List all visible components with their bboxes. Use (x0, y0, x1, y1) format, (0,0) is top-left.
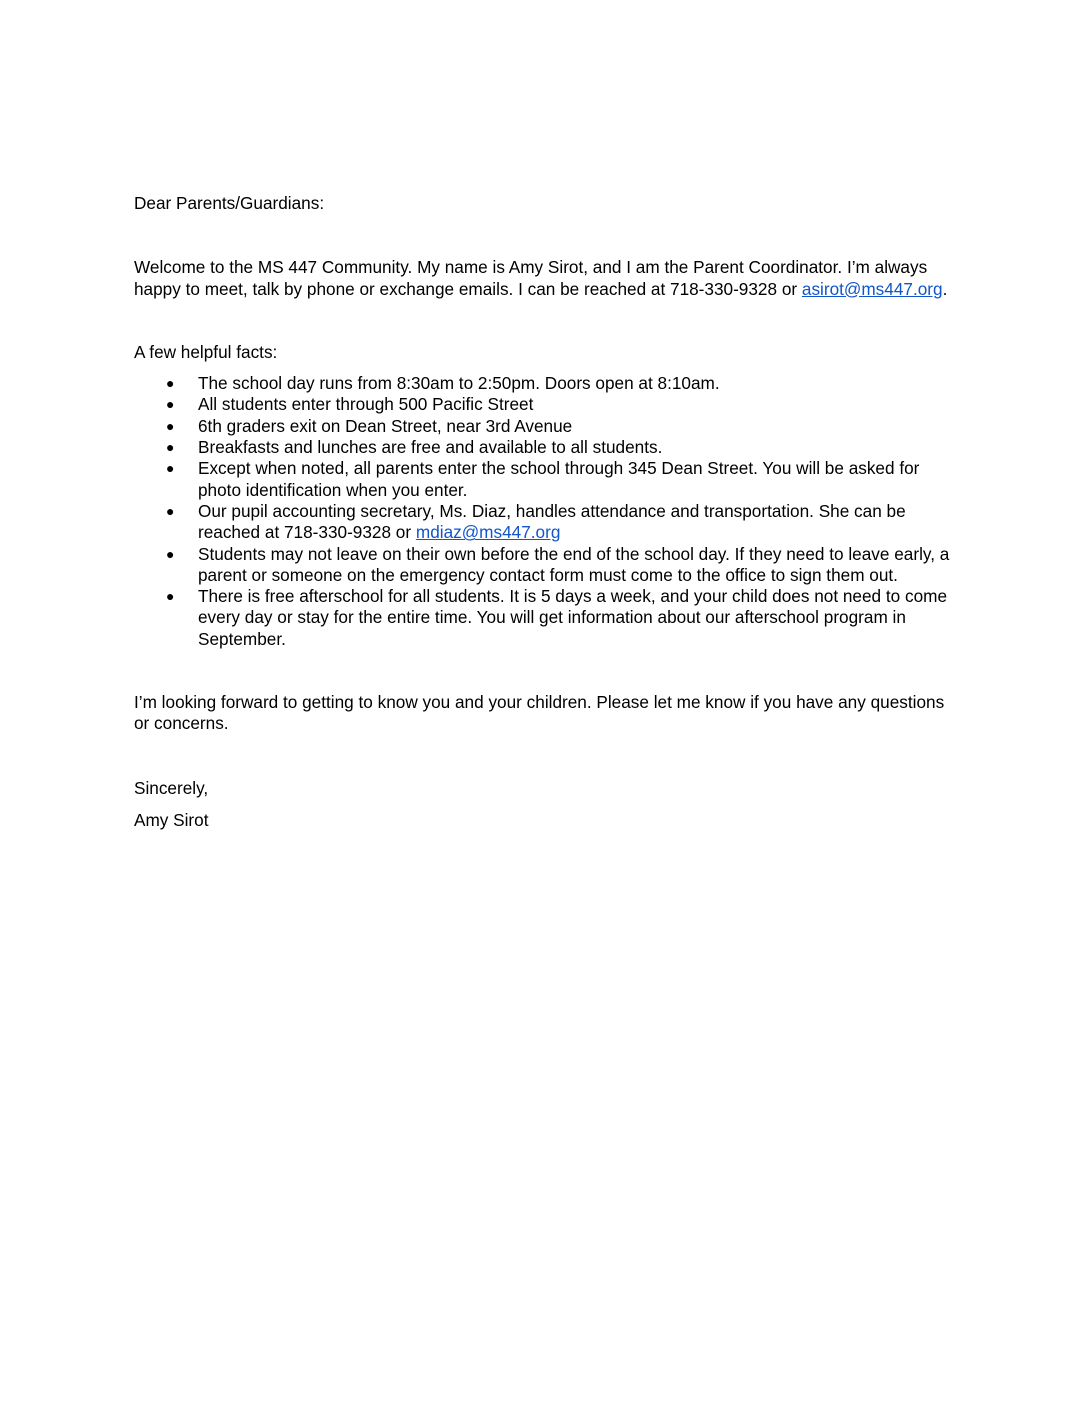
intro-paragraph (134, 257, 964, 300)
bullet-icon: ● (166, 460, 175, 477)
bullet-icon: ● (166, 502, 175, 519)
fact-text: 6th graders exit on Dean Street, near 3rd Avenue (198, 415, 573, 436)
fact-item (134, 416, 964, 437)
secretary-email-link[interactable]: mdiaz@ms447.org (415, 522, 561, 543)
bullet-icon: ● (166, 545, 175, 562)
bullet-icon: ● (166, 396, 175, 413)
facts-heading: A few helpful facts: (134, 341, 278, 362)
signature: Amy Sirot (134, 809, 209, 830)
fact-item (134, 501, 964, 544)
fact-item (134, 394, 964, 415)
bullet-icon: ● (166, 375, 175, 392)
facts-list (134, 373, 964, 650)
fact-text: Except when noted, all parents enter the school through 345 Dean Street. You will be asked for photo identification when you enter. (198, 458, 920, 500)
signoff: Sincerely, (134, 777, 209, 798)
fact-text: There is free afterschool for all students. It is 5 days a week, and your child does not need to come every day or stay for the entire time. You will get information about our afterschool program in September. (198, 586, 948, 649)
intro-text: Welcome to the MS 447 Community. My name is Amy Sirot, and I am the Parent Coordinator. I’m always happy to meet, talk by phone or exchange emails. I can be reached at 718-330-9328 or (134, 257, 928, 299)
closing-paragraph: I’m looking forward to getting to know you and your children. Please let me know if you have any questions or concerns. (134, 692, 945, 734)
intro-period: . (942, 278, 948, 299)
fact-text: Breakfasts and lunches are free and available to all students. (198, 437, 663, 458)
fact-text: Students may not leave on their own before the end of the school day. If they need to leave early, a parent or someone on the emergency contact form must come to the office to sign them out. (198, 543, 950, 585)
fact-text: The school day runs from 8:30am to 2:50pm. Doors open at 8:10am. (198, 373, 720, 394)
fact-item (134, 458, 964, 501)
bullet-icon: ● (166, 439, 175, 456)
fact-item (134, 437, 964, 458)
fact-item (134, 544, 964, 587)
fact-item (134, 586, 964, 650)
bullet-icon: ● (166, 417, 175, 434)
bullet-icon: ● (166, 588, 175, 605)
coordinator-email-link[interactable]: asirot@ms447.org (801, 278, 943, 299)
fact-text: Our pupil accounting secretary, Ms. Diaz, handles attendance and transportation. She can be reached at 718-330-9328 or (198, 500, 906, 543)
letter-body (134, 193, 964, 831)
fact-text: All students enter through 500 Pacific Street (198, 394, 534, 415)
greeting: Dear Parents/Guardians: (134, 193, 325, 213)
fact-item (134, 373, 964, 394)
